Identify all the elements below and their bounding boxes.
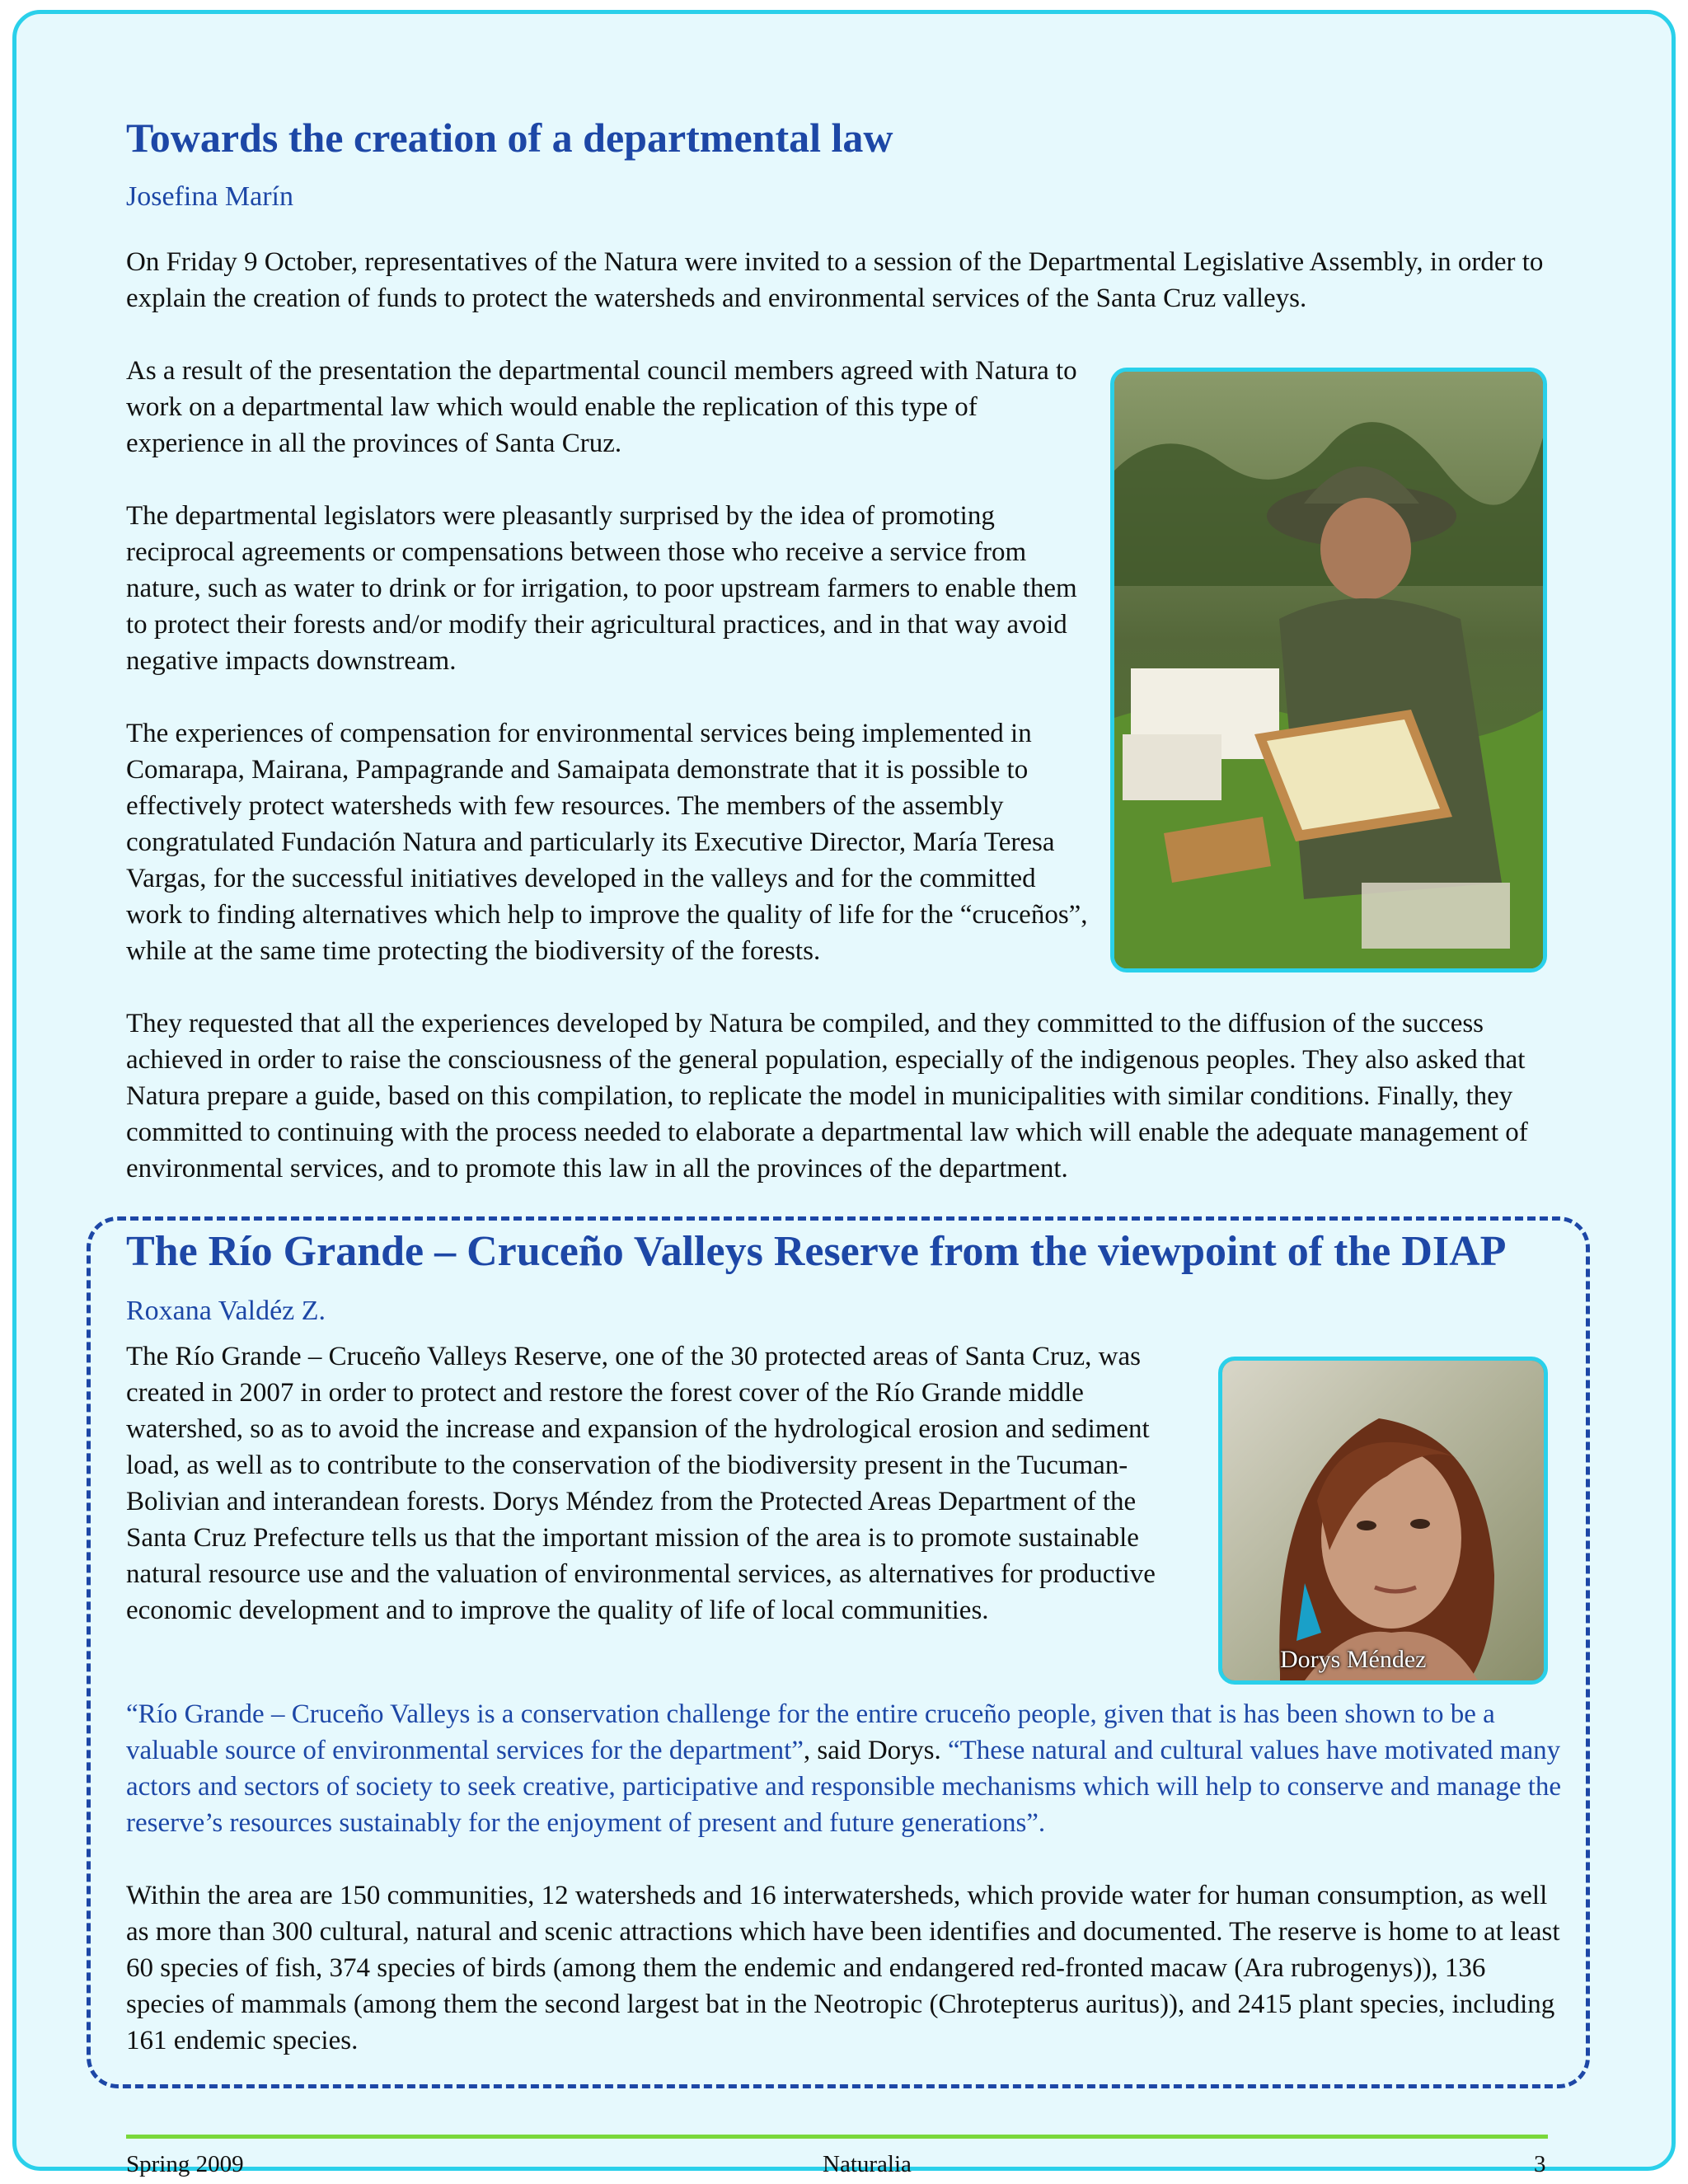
portrait-image: [1222, 1361, 1544, 1680]
sidebar-paragraph: The Río Grande – Cruceño Valleys Reserve, one of the 30 protected areas of Santa Cruz, was created in 2007 in order to protect and restore the forest cover of the Río Grande middle watershed, so as to avoid the increase and expansion of the hydrological erosion and sediment load, as well as to contribute to the conservation of the biodiversity present in the Tucuman-Bolivian and interandean forests. Dorys Méndez from the Protected Areas Department of the Santa Cruz Prefecture tells us that the important mission of the area is to promote sustainable natural resource use and the valuation of environmental services, as alternatives for productive economic development and to improve the quality of life of local communities.: [126, 1342, 1156, 1625]
sidebar-paragraph: Within the area are 150 communities, 12 watersheds and 16 interwatersheds, which provide water for human consumption, as well as more than 300 cultural, natural and scenic attractions which have been identifies and documented. The reserve is home to at least 60 species of fish, 374 species of birds (among them the endemic and endangered red-fronted macaw (Ara rubrogenys)), 136 species of mammals (among them the second largest bat in the Neotropic (Chrotepterus auritus)), and 2415 plant species, including 161 endemic species.: [126, 1881, 1560, 2055]
quote-attribution: , said Dorys.: [803, 1736, 948, 1765]
quote-part-2: “These natural and cultural values have motivated many actors and sectors of society to seek creative, participative and responsible mechanisms which will help to conserve and manage the reserve’s resources sustainably for the enjoyment of present and future generations”.: [126, 1736, 1562, 1838]
footer-rule: [126, 2135, 1548, 2139]
article-paragraph: On Friday 9 October, representatives of the Natura were invited to a session of the Departmental Legislative Assembly, in order to explain the creation of funds to protect the watersheds and environmental services of the Santa Cruz valleys.: [126, 247, 1544, 313]
sidebar-title: The Río Grande – Cruceño Valleys Reserve from the viewpoint of the DIAP: [126, 1228, 1507, 1275]
photo-caption: Dorys Méndez: [1280, 1646, 1427, 1673]
beekeeper-photo-image: [1114, 372, 1543, 968]
sidebar-author: Roxana Valdéz Z.: [126, 1296, 326, 1326]
sidebar-quote-paragraph: [126, 1696, 1577, 1841]
quote-part-1: “Río Grande – Cruceño Valleys is a conservation challenge for the entire cruceño people, given that is has been shown to be a valuable source of environmental services for the department”: [126, 1699, 1495, 1765]
article-author: Josefina Marín: [126, 181, 294, 212]
article-title: Towards the creation of a departmental law: [126, 115, 893, 161]
footer-publication: Naturalia: [823, 2151, 912, 2177]
article-paragraph: As a result of the presentation the departmental council members agreed with Natura to work on a departmental law which would enable the replication of this type of experience in all the provinces of Santa Cruz.: [126, 356, 1077, 458]
footer-page-number: 3: [1534, 2151, 1546, 2177]
beekeeper-photo: [1110, 368, 1547, 972]
footer-season: Spring 2009: [126, 2151, 244, 2177]
article-paragraph: They requested that all the experiences developed by Natura be compiled, and they committed to the diffusion of the success achieved in order to raise the consciousness of the general population, especially of the indigenous peoples. They also asked that Natura prepare a guide, based on this compilation, to replicate the model in municipalities with similar conditions. Finally, they committed to continuing with the process needed to elaborate a departmental law which will enable the adequate management of environmental services, and to promote this law in all the provinces of the department.: [126, 1009, 1528, 1183]
dorys-mendez-photo: [1218, 1357, 1548, 1685]
article-paragraph: The departmental legislators were pleasantly surprised by the idea of promoting reciprocal agreements or compensations between those who receive a service from nature, such as water to drink or for irrigation, to poor upstream farmers to enable them to protect their forests and/or modify their agricultural practices, and in that way avoid negative impacts downstream.: [126, 501, 1077, 676]
article-paragraph: The experiences of compensation for environmental services being implemented in Comarapa, Mairana, Pampagrande and Samaipata demonstrate that it is possible to effectively protect watersheds with few resources. The members of the assembly congratulated Fundación Natura and particularly its Executive Director, María Teresa Vargas, for the successful initiatives developed in the valleys and for the committed work to finding alternatives which help to improve the quality of life for the “cruceños”, while at the same time protecting the biodiversity of the forests.: [126, 719, 1088, 966]
